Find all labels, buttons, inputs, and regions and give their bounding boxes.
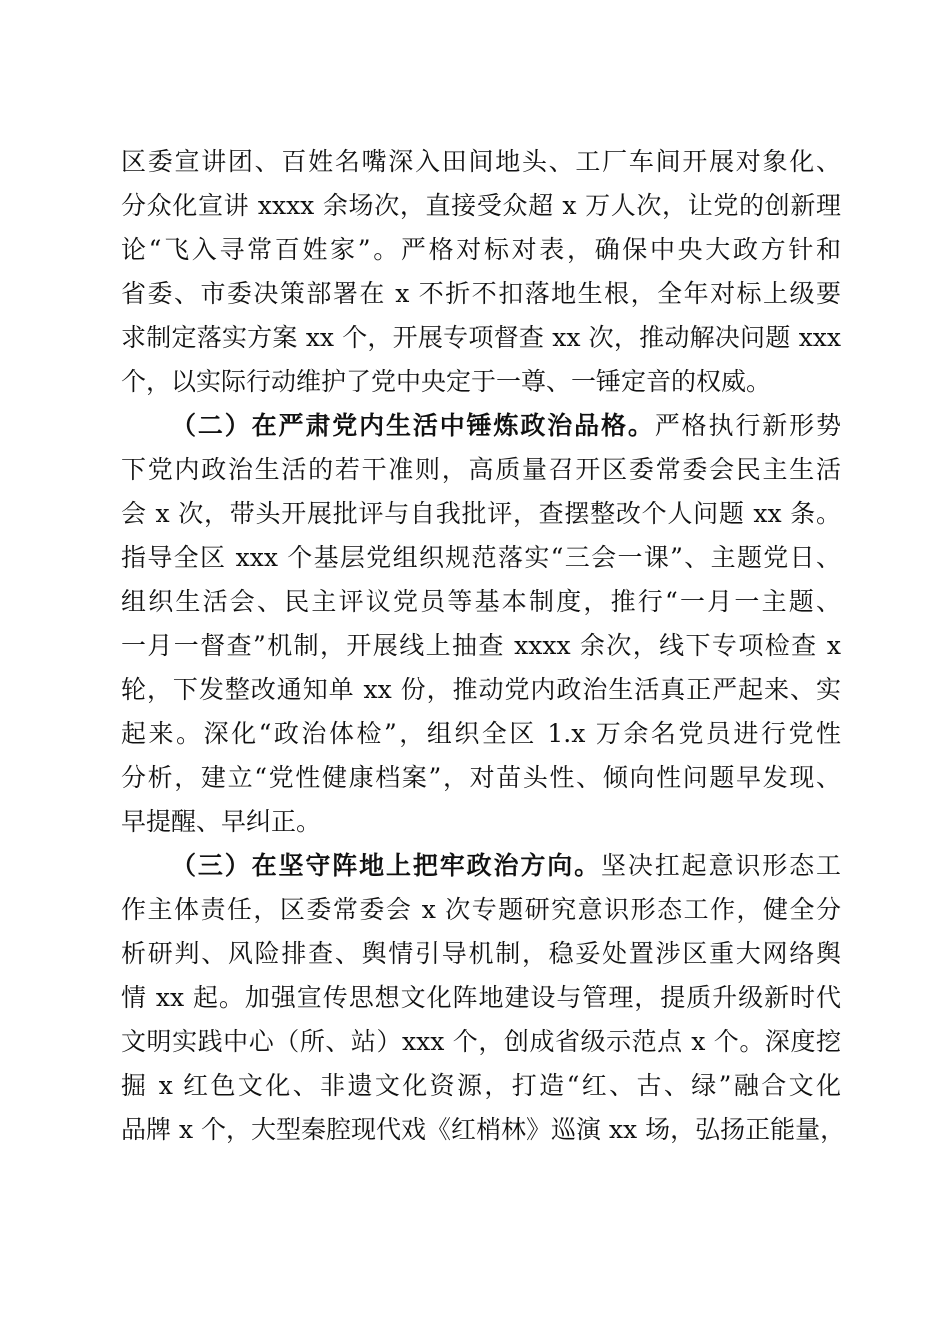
- paragraph-line: 求制定落实方案 xx 个，开展专项督查 xx 次，推动解决问题 xxx: [121, 323, 841, 352]
- paragraph-line: 省委、市委决策部署在 x 不折不扣落地生根，全年对标上级要: [121, 279, 841, 308]
- paragraph-line: 组织生活会、民主评议党员等基本制度，推行“一月一主题、: [121, 587, 841, 616]
- document-body: [121, 140, 846, 1152]
- paragraph-line: 一月一督查”机制，开展线上抽查 xxxx 余次，线下专项检查 x: [121, 631, 841, 660]
- paragraph-line: 论“飞入寻常百姓家”。严格对标对表，确保中央大政方针和: [121, 235, 841, 264]
- paragraph-line: 文明实践中心（所、站）xxx 个，创成省级示范点 x 个。深度挖: [121, 1027, 841, 1056]
- paragraph-line: 析研判、风险排查、舆情引导机制，稳妥处置涉区重大网络舆: [121, 939, 841, 968]
- paragraph-line: 作主体责任，区委常委会 x 次专题研究意识形态工作，健全分: [121, 895, 841, 924]
- section-3: [121, 844, 846, 1152]
- paragraph-line: 分析，建立“党性健康档案”，对苗头性、倾向性问题早发现、: [121, 763, 841, 792]
- paragraph-line: 指导全区 xxx 个基层党组织规范落实“三会一课”、主题党日、: [121, 543, 841, 572]
- paragraph-line: 会 x 次，带头开展批评与自我批评，查摆整改个人问题 xx 条。: [121, 499, 841, 528]
- paragraph-1: [121, 140, 841, 404]
- section-2-heading: （二）在严肃党内生活中锤炼政治品格。: [171, 411, 655, 440]
- paragraph-line: 掘 x 红色文化、非遗文化资源，打造“红、古、绿”融合文化: [121, 1071, 841, 1100]
- paragraph-line: 早提醒、早纠正。: [121, 807, 322, 836]
- paragraph-line: 分众化宣讲 xxxx 余场次，直接受众超 x 万人次，让党的创新理: [121, 191, 841, 220]
- paragraph-line: 情 xx 起。加强宣传思想文化阵地建设与管理，提质升级新时代: [121, 983, 841, 1012]
- paragraph-line: 下党内政治生活的若干准则，高质量召开区委常委会民主生活: [121, 455, 841, 484]
- paragraph-line: 轮，下发整改通知单 xx 份，推动党内政治生活真正严起来、实: [121, 675, 841, 704]
- section-3-first-line-text: 坚决扛起意识形态工: [600, 851, 841, 880]
- section-2-first-line: [121, 404, 841, 448]
- paragraph-line: 个，以实际行动维护了党中央定于一尊、一锤定音的权威。: [121, 367, 772, 396]
- paragraph-line: 区委宣讲团、百姓名嘴深入田间地头、工厂车间开展对象化、: [121, 147, 841, 176]
- section-3-first-line: [121, 844, 841, 888]
- section-3-heading: （三）在坚守阵地上把牢政治方向。: [171, 851, 601, 880]
- paragraph-line: 起来。深化“政治体检”，组织全区 1.x 万余名党员进行党性: [121, 719, 841, 748]
- section-2-first-line-text: 严格执行新形势: [654, 411, 841, 440]
- section-2: [121, 404, 841, 844]
- paragraph-line: 品牌 x 个，大型秦腔现代戏《红梢林》巡演 xx 场，弘扬正能量，: [121, 1115, 846, 1144]
